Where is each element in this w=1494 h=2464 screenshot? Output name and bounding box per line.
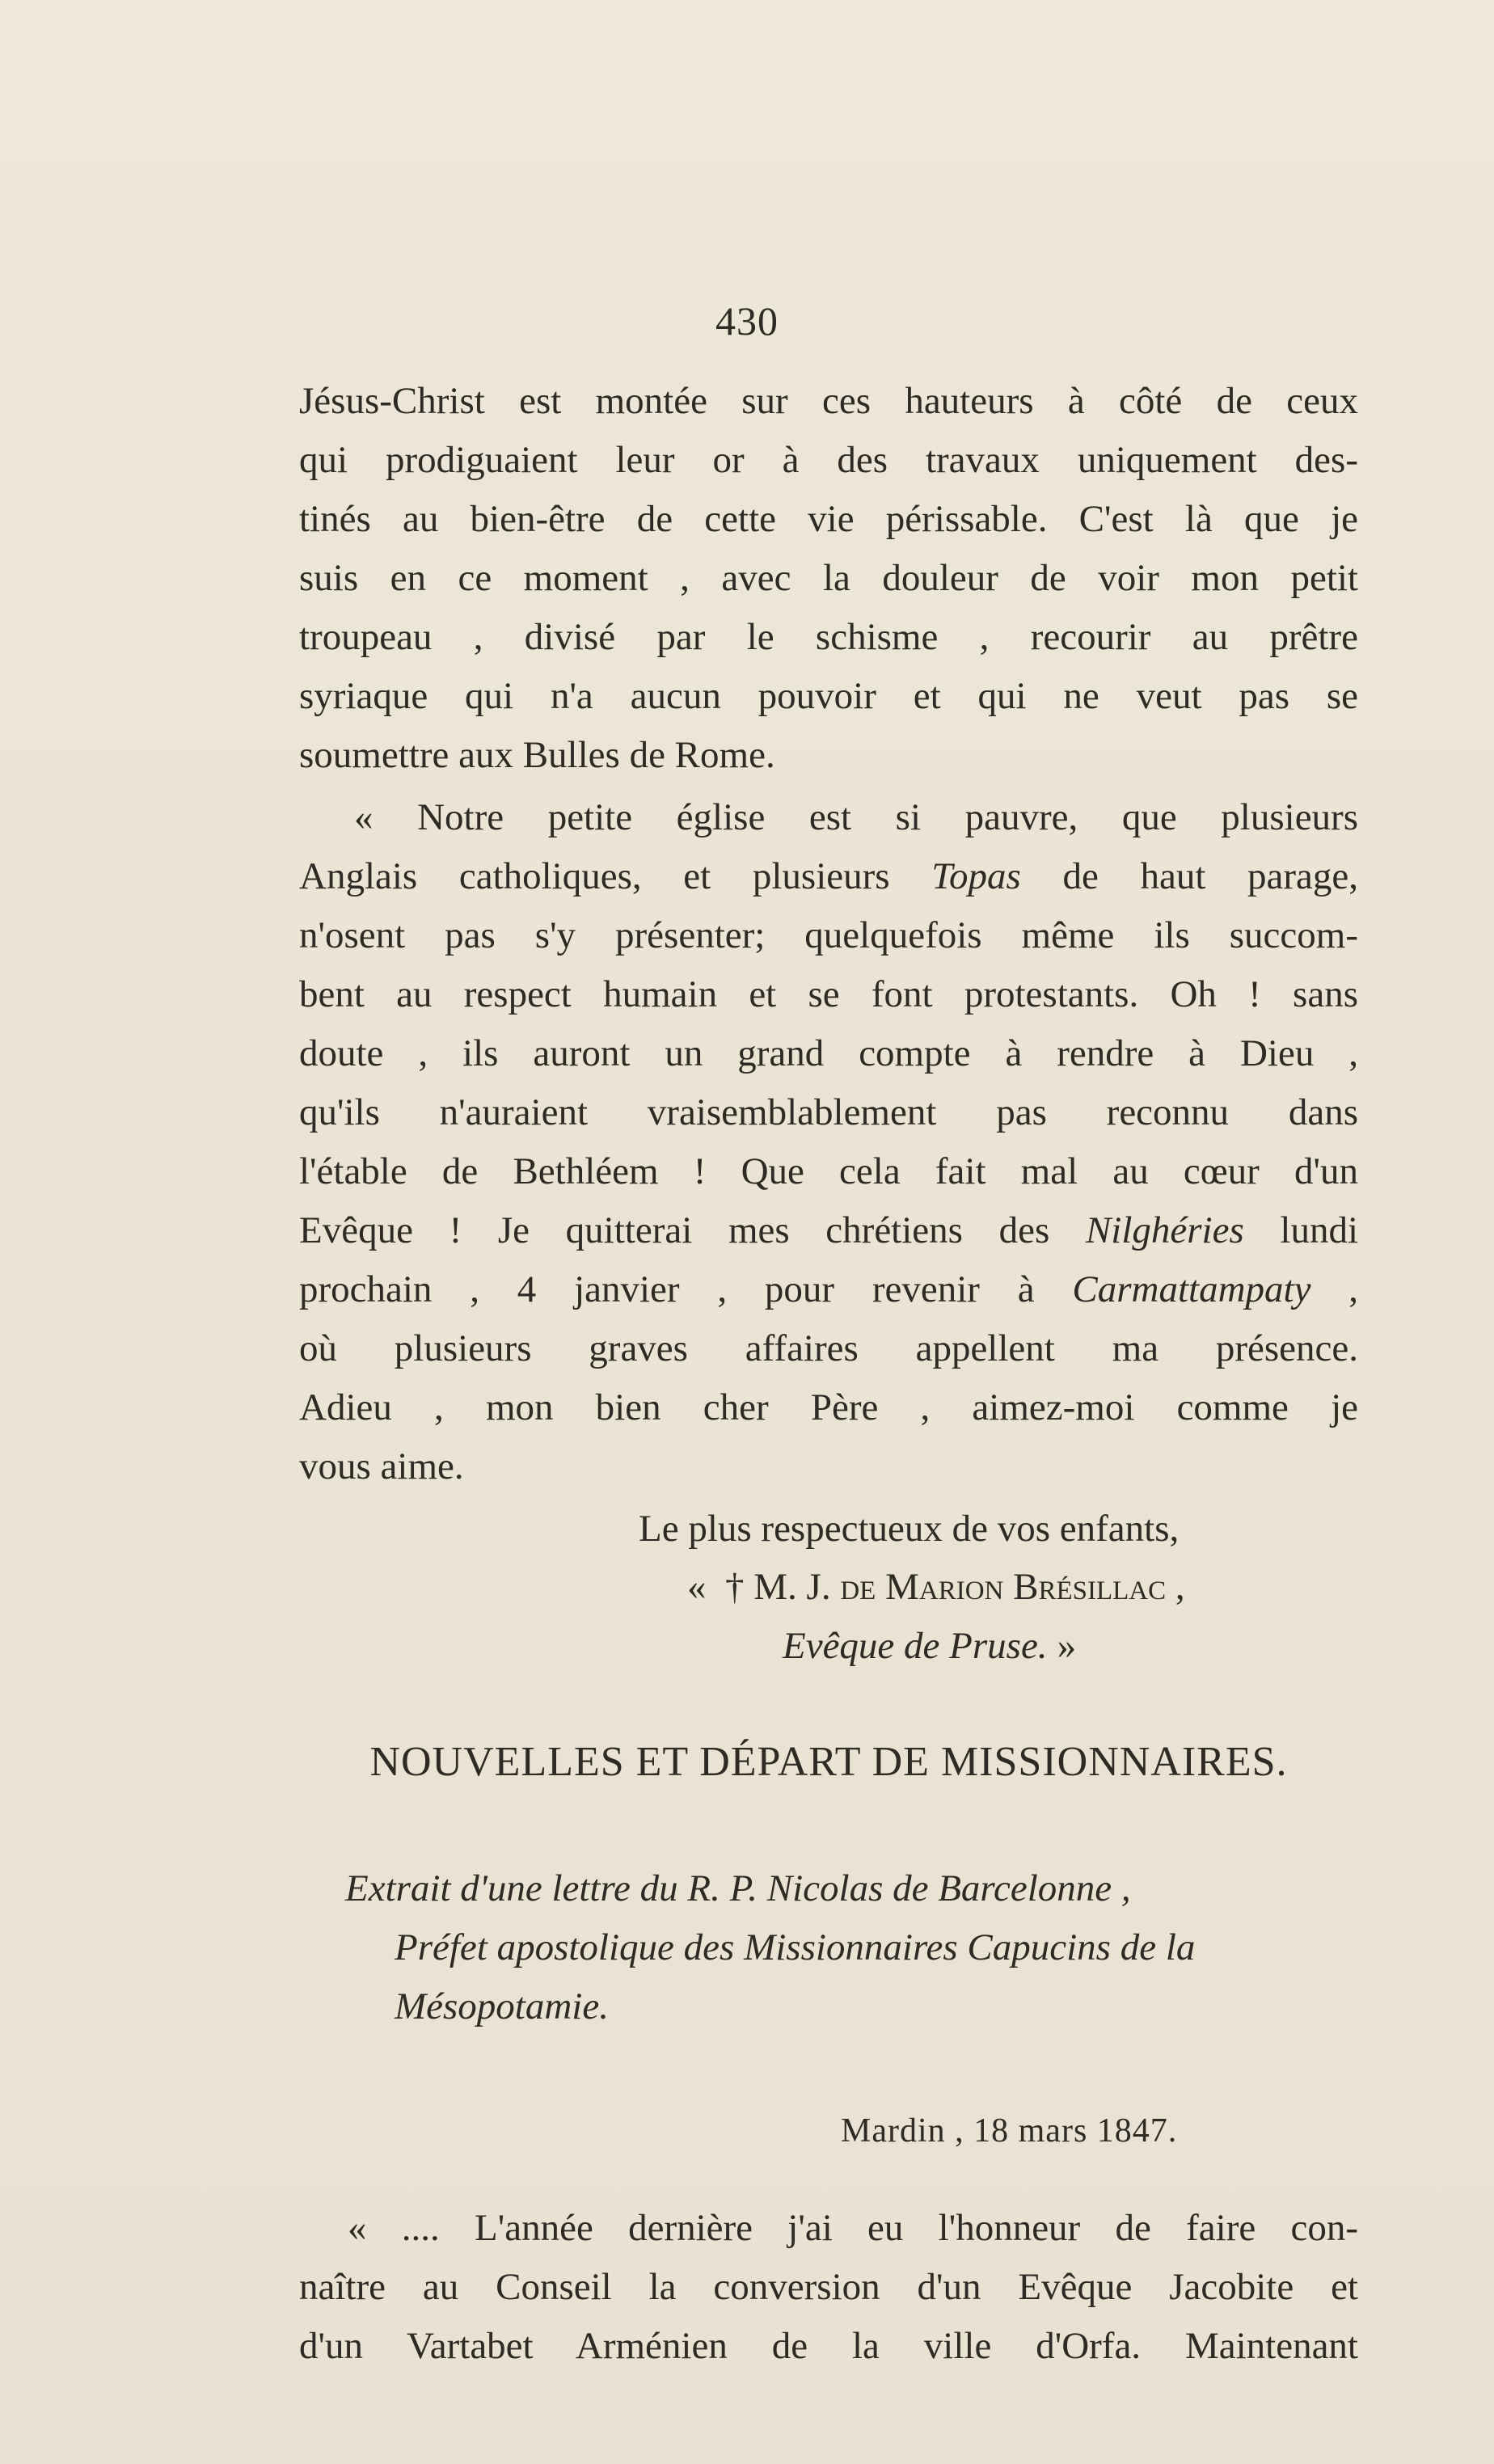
text-line: tinés au bien-être de cette vie périssable. C'est là que je	[299, 498, 1358, 540]
signature-title-text: Evêque de Pruse.	[783, 1625, 1048, 1667]
close-quote: »	[1057, 1625, 1077, 1667]
text-line: où plusieurs graves affaires appellent ma présence.	[299, 1327, 1358, 1369]
text-line: bent au respect humain et se font protestants. Oh ! sans	[299, 973, 1358, 1015]
text-segment: Evêque ! Je quitterai mes chrétiens des	[299, 1209, 1086, 1251]
text-line: qu'ils n'auraient vraisemblablement pas reconnu dans	[299, 1091, 1358, 1133]
cross-icon: †	[725, 1566, 745, 1608]
excerpt-line: Extrait d'une lettre du R. P. Nicolas de Barcelonne ,	[345, 1867, 1131, 1909]
text-line	[299, 847, 1358, 906]
text-line: « Notre petite église est si pauvre, que plusieurs	[354, 796, 1358, 838]
signature-comma: ,	[1166, 1566, 1185, 1608]
text-segment: ,	[1310, 1268, 1358, 1310]
text-line: qui prodiguaient leur or à des travaux uniquement des-	[299, 439, 1358, 481]
italic-place-carmattampaty: Carmattampaty	[1072, 1268, 1311, 1310]
text-segment: de haut parage,	[1020, 855, 1359, 897]
text-line: naître au Conseil la conversion d'un Evêque Jacobite et	[299, 2266, 1358, 2308]
paragraph-1	[299, 372, 1358, 785]
excerpt-line: Mésopotamie.	[395, 1985, 609, 2027]
signature-particle: de	[840, 1566, 876, 1608]
excerpt-line: Préfet apostolique des Missionnaires Capucins de la	[395, 1926, 1196, 1968]
text-line	[299, 1201, 1358, 1260]
text-line: « .... L'année dernière j'ai eu l'honneur de faire con-	[348, 2207, 1358, 2249]
text-line: troupeau , divisé par le schisme , recourir au prêtre	[299, 616, 1358, 658]
italic-term-topas: Topas	[931, 855, 1021, 897]
text-segment: Anglais catholiques, et plusieurs	[299, 855, 932, 897]
section-heading: NOUVELLES ET DÉPART DE MISSIONNAIRES.	[369, 1739, 1288, 1785]
italic-place-nilgheries: Nilghéries	[1085, 1209, 1244, 1251]
text-line: doute , ils auront un grand compte à rendre à Dieu ,	[299, 1032, 1358, 1074]
text-line: d'un Vartabet Arménien de la ville d'Orfa. Maintenant	[299, 2325, 1358, 2367]
text-segment: prochain , 4 janvier , pour revenir à	[299, 1268, 1073, 1310]
text-line: Adieu , mon bien cher Père , aimez-moi comme je	[299, 1386, 1358, 1428]
signature-closing: Le plus respectueux de vos enfants,	[639, 1508, 1180, 1550]
signature-title	[783, 1617, 1076, 1676]
text-line: soumettre aux Bulles de Rome.	[299, 734, 775, 776]
text-line: vous aime.	[299, 1445, 464, 1487]
text-line: syriaque qui n'a aucun pouvoir et qui ne veut pas se	[299, 675, 1358, 717]
text-line	[299, 1260, 1358, 1319]
text-line: n'osent pas s'y présenter; quelquefois même ils succom-	[299, 914, 1358, 956]
open-quote: «	[687, 1566, 707, 1608]
text-line: suis en ce moment , avec la douleur de voir mon petit	[299, 557, 1358, 599]
paragraph-2	[299, 788, 1358, 1496]
text-segment: lundi	[1243, 1209, 1359, 1251]
text-line: Jésus-Christ est montée sur ces hauteurs à côté de ceux	[299, 380, 1358, 422]
letter-dateline: Mardin , 18 mars 1847.	[841, 2112, 1178, 2150]
signature-initials: M. J.	[744, 1566, 841, 1608]
paragraph-3	[299, 2199, 1358, 2376]
text-line: l'étable de Bethléem ! Que cela fait mal au cœur d'un	[299, 1150, 1358, 1192]
signature-surname: Marion Brésillac	[876, 1566, 1167, 1608]
signature-name	[687, 1558, 1185, 1617]
page-number: 430	[715, 298, 779, 344]
